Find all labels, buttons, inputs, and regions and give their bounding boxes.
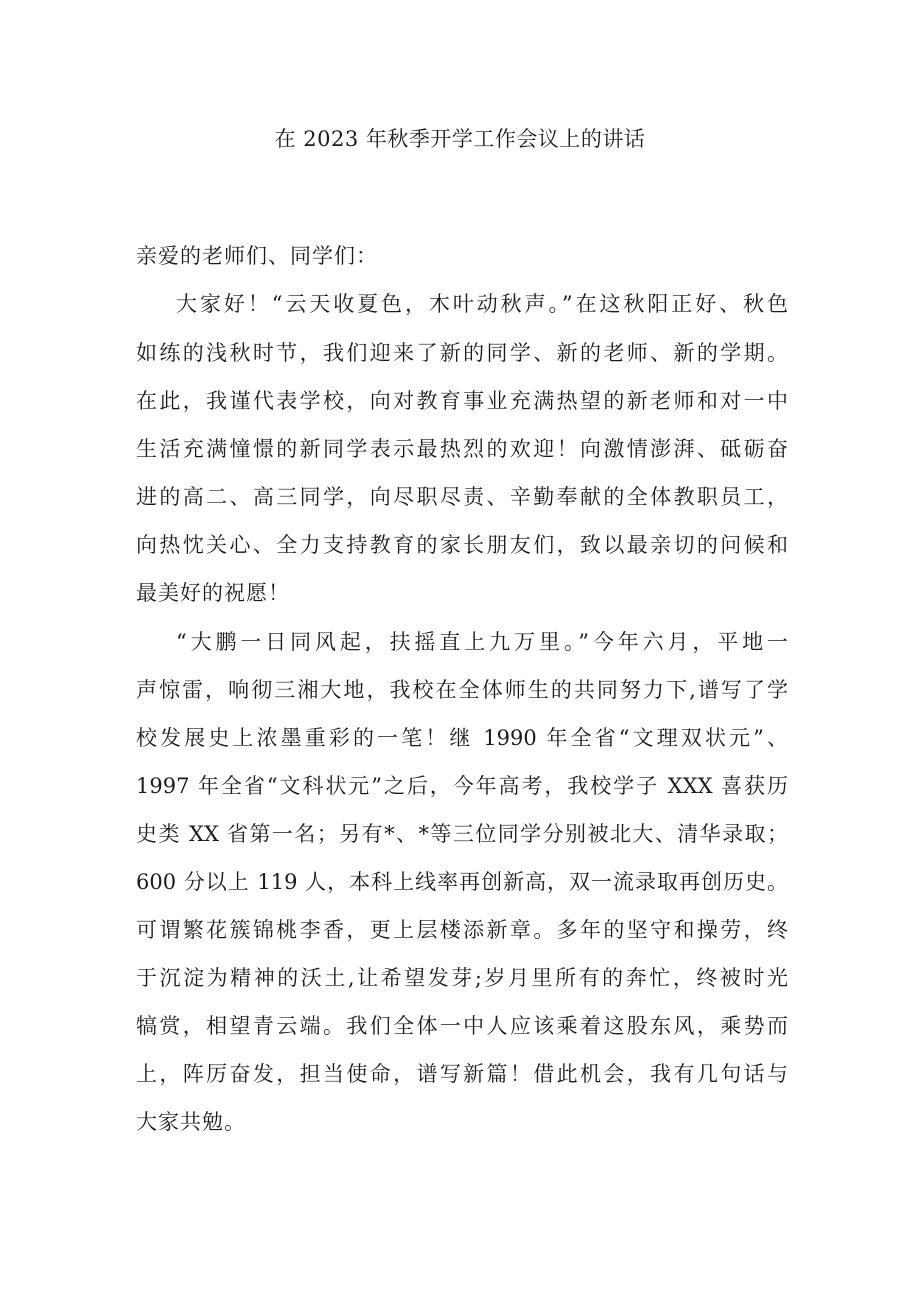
paragraph-2-line-9: 犒赏，相望青云端。我们全体一中人应该乘着这股东风，乘势而 xyxy=(136,1014,788,1038)
paragraph-1-line-7: 最美好的祝愿！ xyxy=(136,581,290,605)
paragraph-2-line-1: “大鹏一日同风起，扶摇直上九万里。”今年六月，平地一 xyxy=(176,630,788,654)
paragraph-2-line-2: 声惊雷，响彻三湘大地，我校在全体师生的共同努力下,谱写了学 xyxy=(136,678,788,702)
paragraph-2-line-5: 史类 XX 省第一名；另有*、*等三位同学分别被北大、清华录取； xyxy=(136,822,788,846)
paragraph-2-line-4: 1997 年全省“文科状元”之后，今年高考，我校学子 XXX 喜获历 xyxy=(136,774,788,798)
paragraph-2-line-7: 可谓繁花簇锦桃李香，更上层楼添新章。多年的坚守和操劳，终 xyxy=(136,918,788,942)
paragraph-2-line-8: 于沉淀为精神的沃土,让希望发芽;岁月里所有的奔忙，终被时光 xyxy=(136,966,788,990)
paragraph-2-line-11: 大家共勉。 xyxy=(136,1110,246,1134)
paragraph-2-line-10: 上，阵厉奋发，担当使命，谱写新篇！借此机会，我有几句话与 xyxy=(136,1062,788,1086)
paragraph-1-line-6: 向热忱关心、全力支持教育的家长朋友们，致以最亲切的问候和 xyxy=(136,533,788,557)
paragraph-1-line-3: 在此，我谨代表学校，向对教育事业充满热望的新老师和对一中 xyxy=(136,389,788,413)
paragraph-1-line-1: 大家好！“云天收夏色，木叶动秋声。”在这秋阳正好、秋色 xyxy=(176,292,788,316)
paragraph-1-line-4: 生活充满憧憬的新同学表示最热烈的欢迎！向激情澎湃、砥砺奋 xyxy=(136,437,788,461)
paragraph-1-line-5: 进的高二、高三同学，向尽职尽责、辛勤奉献的全体教职员工， xyxy=(136,485,788,509)
document-title: 在 2023 年秋季开学工作会议上的讲话 xyxy=(274,127,646,151)
paragraph-2-line-3: 校发展史上浓墨重彩的一笔！继 1990 年全省“文理双状元”、 xyxy=(136,726,788,750)
paragraph-2-line-6: 600 分以上 119 人，本科上线率再创新高，双一流录取再创历史。 xyxy=(136,870,788,894)
paragraph-1-line-2: 如练的浅秋时节，我们迎来了新的同学、新的老师、新的学期。 xyxy=(136,341,788,365)
greeting-line: 亲爱的老师们、同学们： xyxy=(136,244,378,268)
